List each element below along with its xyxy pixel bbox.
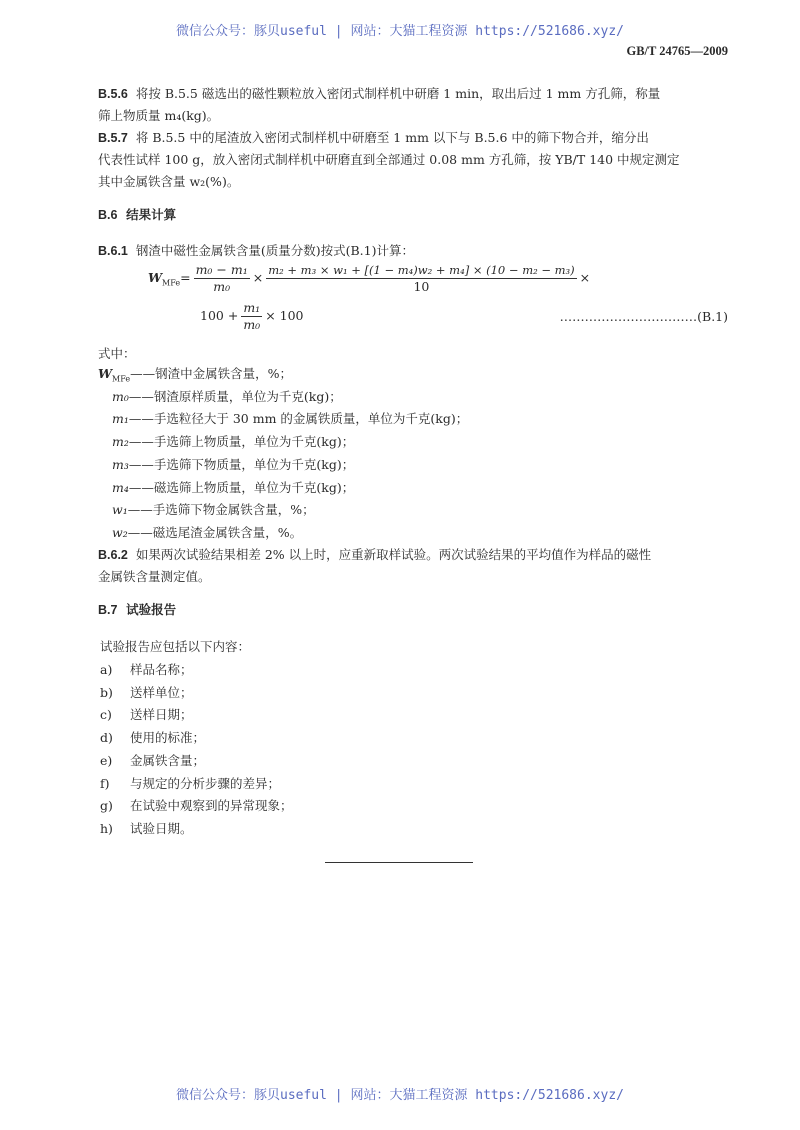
variable-definition — [112, 434, 354, 450]
clause-b62 — [98, 545, 651, 563]
variable-symbol: m₃ — [112, 456, 129, 472]
section-title: 试验报告 — [126, 602, 177, 617]
report-item-text: 使用的标准； — [130, 730, 206, 746]
formula-lhs: W — [148, 270, 163, 285]
fraction-1-denominator: m₀ — [213, 279, 231, 294]
variable-symbol: m₀ — [112, 388, 129, 404]
fraction-2 — [266, 262, 576, 295]
clause-number: B.6.2 — [98, 548, 128, 562]
report-item-text: 送样单位； — [130, 684, 193, 700]
report-item-text: 送样日期； — [130, 707, 193, 723]
report-item — [100, 796, 293, 814]
formula-times: × — [252, 270, 264, 285]
clause-number: B.5.7 — [98, 131, 128, 145]
section-number: B.6 — [98, 208, 118, 222]
fraction-2-denominator: 10 — [413, 279, 430, 294]
report-item-key: e) — [100, 752, 113, 768]
section-heading-b6 — [98, 205, 176, 223]
end-rule — [325, 862, 473, 863]
variable-symbol: w₁ — [112, 502, 128, 518]
variable-description: ——磁选尾渣金属铁含量，%。 — [127, 524, 303, 540]
variable-definition — [112, 411, 468, 427]
report-item-key: d) — [100, 730, 113, 746]
report-item-key: g) — [100, 798, 113, 814]
variable-description: ——磁选筛上物质量，单位为千克(kg)； — [128, 479, 355, 495]
clause-b62-cont: 金属铁含量测定值。 — [98, 569, 211, 584]
formula-lhs-subscript: MFe — [162, 278, 181, 288]
report-item — [100, 774, 280, 792]
variable-definition — [112, 525, 302, 541]
variable-definition — [112, 502, 315, 518]
clause-text: 将按 B.5.5 磁选出的磁性颗粒放入密闭式制样机中研磨 1 min，取出后过 1 mm 方孔筛，称量 — [135, 86, 661, 101]
fraction-3 — [241, 300, 262, 333]
variable-symbol: w₂ — [112, 524, 128, 540]
variable-description: ——手选筛下物质量，单位为千克(kg)； — [128, 456, 355, 472]
formula-equals: = — [180, 270, 191, 285]
formula-tail-times: × — [579, 270, 591, 285]
report-item-key: a) — [100, 662, 113, 677]
variable-symbol: W — [98, 366, 113, 381]
variable-definition — [112, 389, 342, 405]
variable-description: ——手选筛上物质量，单位为千克(kg)； — [128, 434, 355, 450]
section-heading-b7 — [98, 600, 176, 618]
report-intro: 试验报告应包括以下内容： — [100, 639, 251, 654]
clause-text: 钢渣中磁性金属铁含量(质量分数)按式(B.1)计算： — [135, 243, 414, 258]
report-item — [100, 683, 193, 701]
fraction-3-denominator: m₀ — [243, 317, 261, 332]
standard-number-header: GB/T 24765—2009 — [626, 44, 728, 58]
formula-line2-prefix: 100 + — [200, 308, 239, 323]
clause-number: B.6.1 — [98, 244, 128, 258]
variable-description: ——手选粒径大于 30 mm 的金属铁质量，单位为千克(kg)； — [128, 411, 469, 427]
report-item-text: 样品名称； — [130, 662, 193, 677]
clause-text: 如果两次试验结果相差 2% 以上时，应重新取样试验。两次试验结果的平均值作为样品的磁性 — [135, 547, 652, 562]
report-item-text: 与规定的分析步骤的差异； — [130, 775, 281, 791]
where-label: 式中： — [98, 346, 136, 361]
clause-text: 将 B.5.5 中的尾渣放入密闭式制样机中研磨至 1 mm 以下与 B.5.6 中的筛下物合并，缩分出 — [135, 130, 649, 145]
report-item — [100, 660, 193, 678]
variable-description: ——手选筛下物金属铁含量，%； — [127, 502, 315, 518]
variable-definition — [112, 480, 354, 496]
clause-b56-cont: 筛上物质量 m₄(kg)。 — [98, 108, 220, 123]
report-item-text: 金属铁含量； — [130, 752, 206, 768]
report-item — [100, 705, 193, 723]
clause-b57 — [98, 128, 649, 146]
clause-b57-cont1: 代表性试样 100 g，放入密闭式制样机中研磨直到全部通过 0.08 mm 方孔筛，按 YB/T 140 中规定测定 — [98, 152, 680, 167]
report-item — [100, 751, 205, 769]
formula-label: ……………………………(B.1) — [559, 309, 728, 324]
formula-line-1 — [148, 262, 590, 295]
fraction-1-numerator: m₀ − m₁ — [195, 262, 248, 277]
section-title: 结果计算 — [126, 207, 177, 222]
report-item-key: b) — [100, 684, 113, 700]
variable-symbol: m₁ — [112, 411, 129, 427]
report-item — [100, 728, 205, 746]
watermark-bottom: 微信公众号：豚贝useful | 网站：大猫工程资源 https://521686.xyz/ — [176, 1088, 624, 1103]
section-number: B.7 — [98, 603, 118, 617]
fraction-2-numerator: m₂ + m₃ × w₁ + [(1 − m₄)w₂ + m₄] × (10 − m₂ − m₃) — [268, 263, 575, 277]
report-item-key: h) — [100, 820, 113, 836]
watermark-top: 微信公众号：豚贝useful | 网站：大猫工程资源 https://521686.xyz/ — [176, 24, 624, 39]
formula-line-2 — [200, 300, 304, 333]
report-item-key: f) — [100, 775, 110, 791]
variable-symbol: m₂ — [112, 434, 129, 450]
variable-symbol: m₄ — [112, 479, 129, 495]
report-item-text: 试验日期。 — [130, 820, 193, 836]
variable-subscript: MFe — [112, 374, 131, 384]
clause-b61 — [98, 241, 414, 259]
clause-number: B.5.6 — [98, 87, 128, 101]
clause-b57-cont2: 其中金属铁含量 w₂(%)。 — [98, 174, 240, 189]
variable-description: ——钢渣中金属铁含量，%； — [130, 366, 292, 381]
formula-line2-suffix: × 100 — [265, 308, 304, 323]
report-item-key: c) — [100, 707, 112, 723]
report-item — [100, 819, 193, 837]
variable-definition — [98, 366, 292, 382]
fraction-3-numerator: m₁ — [243, 300, 261, 315]
clause-b56 — [98, 84, 660, 102]
variable-description: ——钢渣原样质量，单位为千克(kg)； — [128, 388, 342, 404]
fraction-1 — [194, 262, 250, 295]
report-item-text: 在试验中观察到的异常现象； — [130, 798, 293, 814]
variable-definition — [112, 457, 354, 473]
